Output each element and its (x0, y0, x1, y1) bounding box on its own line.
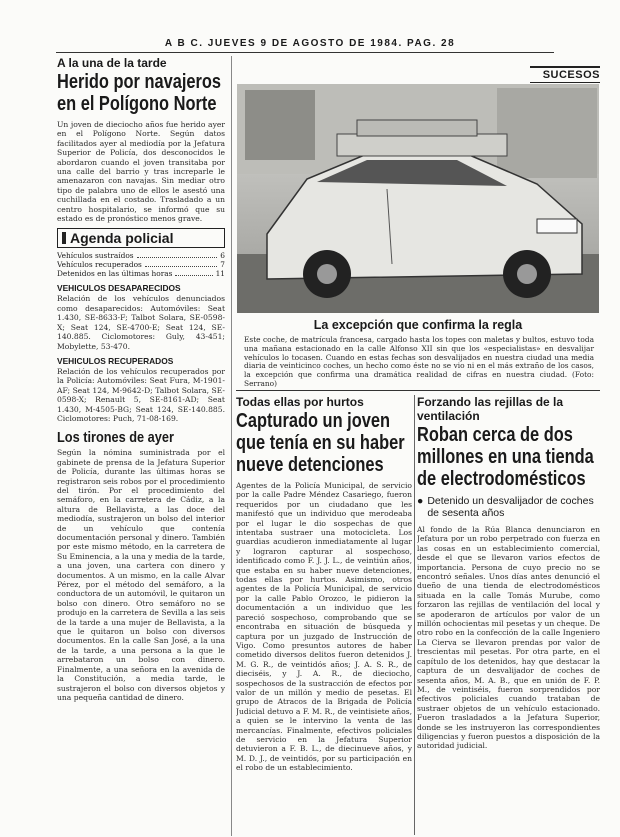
headline: Herido por navajeros en el Polígono Norte (57, 71, 222, 115)
news-photo (237, 84, 599, 313)
agenda-label: Vehículos sustraídos (57, 251, 134, 261)
article-text: Un joven de dieciocho años fue herido ayer en el Polígono Norte. Según datos facilitados ayer al mediodía por la Jefatura Superior de Policía, dos desconocidos le abordaron cuando el joven transitaba por una calle del barrio y tras increparle le amenazaron con navajas. Sin mediar otro tipo de palabra uno de ellos le asestó una cuchillada en el costado. Trasladado a un centro hospitalario, se informó que su estado es de pronóstico menos grave. (57, 120, 225, 224)
car-photo-icon (237, 84, 599, 313)
leader-dots (145, 260, 217, 267)
agenda-value: 7 (220, 260, 225, 270)
article-text: Relación de los vehículos recuperados por la Policía: Automóviles: Seat Fura, M-1901-AF; Seat 124, M-9642-D; Talbot Solara, SE-0598-X; Renault 5, SE-8161-AD; Seat 1.430, M-4505-BG; Seat 124, SE-140.885. Ciclomotores: Puch, 71-08-169. (57, 366, 225, 423)
agenda-title-text: Agenda policial (70, 230, 174, 247)
bullet-line (417, 495, 600, 519)
photo-title: La excepción que confirma la regla (313, 318, 523, 332)
column-middle (236, 395, 412, 773)
agenda-title (57, 228, 225, 248)
section-rule (236, 390, 600, 391)
column-divider (231, 56, 232, 836)
article-text: Según la nómina suministrada por el gabinete de prensa de la Jefatura Superior de Policía, durante las últimas horas se registraron seis robos por el procedimiento del tirón. Por el procedimiento del semáforo, en la carretera de Cádiz, a la altura de Bellavista, a las doce del mediodía, sustrajeron un bolso del interior de un vehículo que contenía documentación personal y dinero. También por este mismo método, en la carretera de Su Eminencia, a la una y media de la tarde, a una joven, una cartera con dinero y documentos. A un mismo, en la calle Alvar Pérez, por el método del semáforo, a la conductora de un automóvil, le quitaron un bolso con dinero. Otro semáforo no se produjo en la carretera de Sevilla a las seis de la tarde a una mujer de Bellavista, a la que le quitaron un bolso con diversos documentos. En la calle San José, a la una de la tarde, a una persona a la que le arrebataron un bolso con dinero. Finalmente, a una señora en la avenida de la Constitución, a media tarde, le sustrajeron el bolso con diversos objetos y una pequeña cantidad de dinero. (57, 448, 225, 702)
kicker: A la una de la tarde (57, 56, 167, 70)
section-head: Los tirones de ayer (57, 429, 174, 447)
agenda-row (57, 251, 225, 260)
column-right (417, 395, 600, 751)
bar-icon (62, 232, 66, 244)
article-text: Al fondo de la Rúa Blanca denunciaron en Jefatura por un robo perpetrado con fuerza en las cosas en un establecimiento comercial, desde el que se llevaron varios efectos de importancia. Persona de cuyo precio no se encontró señales. Unos días antes denunció el dueño de una tienda de electrodomésticos situada en la calle Tomás Murube, como forzaron las rejillas de ventilación del local y se apoderaron de artículos por valor de un millón ochocientas mil pesetas y un cheque. De otro robo en la confección de la calle Ingeniero La Cierva se llevaron prendas por valor de trescientas mil pesetas. Por otra parte, en el capítulo de los detenidos, hay que destacar la captura de un desvalijador de coches de sesenta años, M. A. B., que en unión de F. P. M., de veintiséis, fueron sorprendidos por efectivos policiales cuando trataban de sustraer objetos de un vehículo estacionado. Fueron trasladados a la Jefatura Superior, donde se les instruyeron las correspondientes diligencias y fueron puestos a disposición de la autoridad judicial. (417, 525, 600, 751)
agenda-row (57, 260, 225, 269)
kicker: Todas ellas por hurtos (236, 395, 364, 409)
agenda-value: 11 (215, 269, 225, 279)
column-left (57, 56, 225, 702)
kicker: Forzando las rejillas de la ventilación (417, 395, 564, 423)
leader-dots (137, 251, 218, 258)
bullet-text: Detenido un desvalijador de coches de sesenta años (427, 495, 594, 519)
article-text: Relación de los vehículos denunciados como desaparecidos: Automóviles: Seat 1.430, SE-8633-F; Talbot Solara, SE-0598-X; Seat 124, SE-4700-E; Seat 124, SE-140.885. Ciclomotores: Guly, 43-451; Mobylette, 53-470. (57, 294, 225, 351)
agenda-value: 6 (220, 251, 225, 261)
headline: Capturado un joven que tenía en su haber nueve detenciones (236, 410, 405, 476)
bullet-icon: ● (417, 495, 424, 507)
header-rule (56, 52, 554, 53)
subhead: VEHICULOS DESAPARECIDOS (57, 283, 181, 294)
leader-dots (175, 269, 212, 276)
headline: Roban cerca de dos millones en una tienda de electrodomésticos (417, 424, 594, 490)
article-text: Agentes de la Policía Municipal, de servicio por la calle Padre Méndez Casariego, fueron requeridos por un ciudadano que les manifestó que un individuo que merodeaba por el lugar le dio sospechas de que intentaba sustraer una motocicleta. Los guardias acudieron inmediatamente al lugar y lograron capturar al sospechoso, identificado como F. J. J. L., de veintiún años, que estaba en su haber nueve detenciones, todas ellas por hurtos. Asimismo, otros agentes de la Policía Municipal, de servicio por la calle Pablo Orozco, le pidieron la documentación a un individuo que les pareció sospechoso, comprobando que se encontraba en situación de búsqueda y captura por un juzgado de Instrucción de Vigo. Como presuntos autores de haber cometido diversos delitos fueron detenidos J. M. G. R., de veintidós años; J. A. S. R., de dieciséis, y J. A. R., de dieciocho, sospechosos de la sustracción de efectos por valor de un millón y medio de pesetas. El grupo de Atracos de la Brigada de Policía Judicial detuvo a F. M. R., de veintisiete años, a quien se le intervino la venta de las mercancías. Finalmente, efectivos policiales de servicio en la Jefatura Superior detuvieron a F. B. L., de diecinueve años, y M. D. J., de veintidós, por su participación en el robo de un establecimiento. (236, 481, 412, 773)
agenda-row (57, 269, 225, 278)
column-divider (414, 395, 415, 835)
subhead: VEHICULOS RECUPERADOS (57, 355, 174, 366)
section-label: SUCESOS (530, 66, 600, 83)
photo-caption: Este coche, de matrícula francesa, cargado hasta los topes con maletas y bultos, estuvo toda una mañana estacionado en la calle Alfonso XII sin que los «especialistas» en desvalijar vehículos lo tocasen. Cuando en estas fechas son desvalijados en nuestra ciudad una media diaria de veinticinco coches, un hecho como éste no se vio ni en el más extraño de los casos, la excepción que confirma una dramática realidad de cifras en nuestra ciudad. (Foto: Serrano) (244, 335, 594, 388)
agenda-label: Detenidos en las últimas horas (57, 269, 173, 279)
agenda-label: Vehículos recuperados (57, 260, 142, 270)
page-header: A B C. JUEVES 9 DE AGOSTO DE 1984. PAG. 28 (164, 38, 456, 49)
